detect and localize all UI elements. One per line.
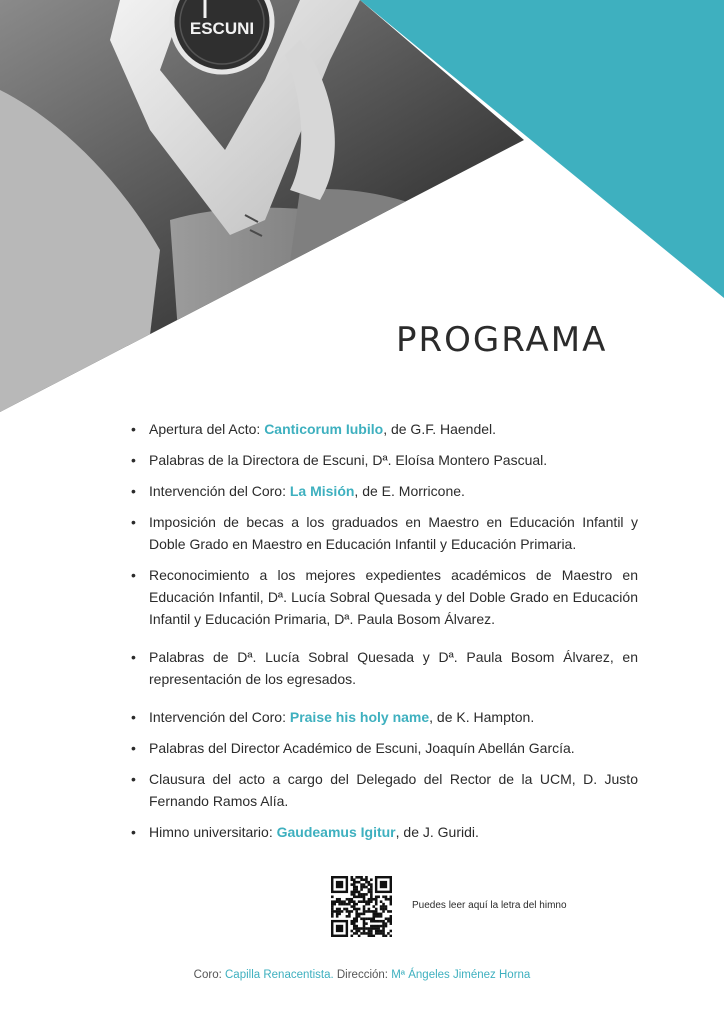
qr-code-icon	[331, 876, 392, 937]
page-title: PROGRAMA	[396, 320, 608, 360]
anthem-qr-code[interactable]	[331, 876, 392, 937]
program-item: • Reconocimiento a los mejores expedientes académicos de Maestro en Educación Infantil, Dª. Lucía Sobral Quesada y del Doble Grado en Educación Infantil y Educación Primaria, Dª. Paula Bosom Álvarez.	[128, 564, 638, 630]
qr-caption: Puedes leer aquí la letra del himno	[412, 900, 567, 911]
program-item: • Clausura del acto a cargo del Delegado del Rector de la UCM, D. Justo Fernando Ramos Alía.	[128, 768, 638, 812]
program-item: • Intervención del Coro: Praise his holy name, de K. Hampton.	[128, 706, 638, 728]
program-item: • Himno universitario: Gaudeamus Igitur, de J. Guridi.	[128, 821, 638, 843]
program-item: • Palabras de la Directora de Escuni, Dª. Eloísa Montero Pascual.	[128, 449, 638, 471]
choir-credits	[0, 969, 724, 981]
program-item: • Apertura del Acto: Canticorum Iubilo, de G.F. Haendel.	[128, 418, 638, 440]
program-item: • Palabras del Director Académico de Escuni, Joaquín Abellán García.	[128, 737, 638, 759]
coro-value: Capilla Renacentista.	[225, 969, 334, 981]
program-item: • Intervención del Coro: La Misión, de E. Morricone.	[128, 480, 638, 502]
direccion-label: Dirección:	[333, 969, 392, 981]
program-item: • Palabras de Dª. Lucía Sobral Quesada y Dª. Paula Bosom Álvarez, en representación de los egresados.	[128, 646, 638, 690]
direccion-value: Mª Ángeles Jiménez Horna	[391, 969, 531, 981]
medal-text: ESCUNI	[189, 19, 255, 38]
coro-label: Coro:	[193, 969, 225, 981]
program-item: • Imposición de becas a los graduados en Maestro en Educación Infantil y Doble Grado en Maestro en Educación Infantil y Educación Primaria.	[128, 511, 638, 555]
program-list	[128, 418, 638, 852]
